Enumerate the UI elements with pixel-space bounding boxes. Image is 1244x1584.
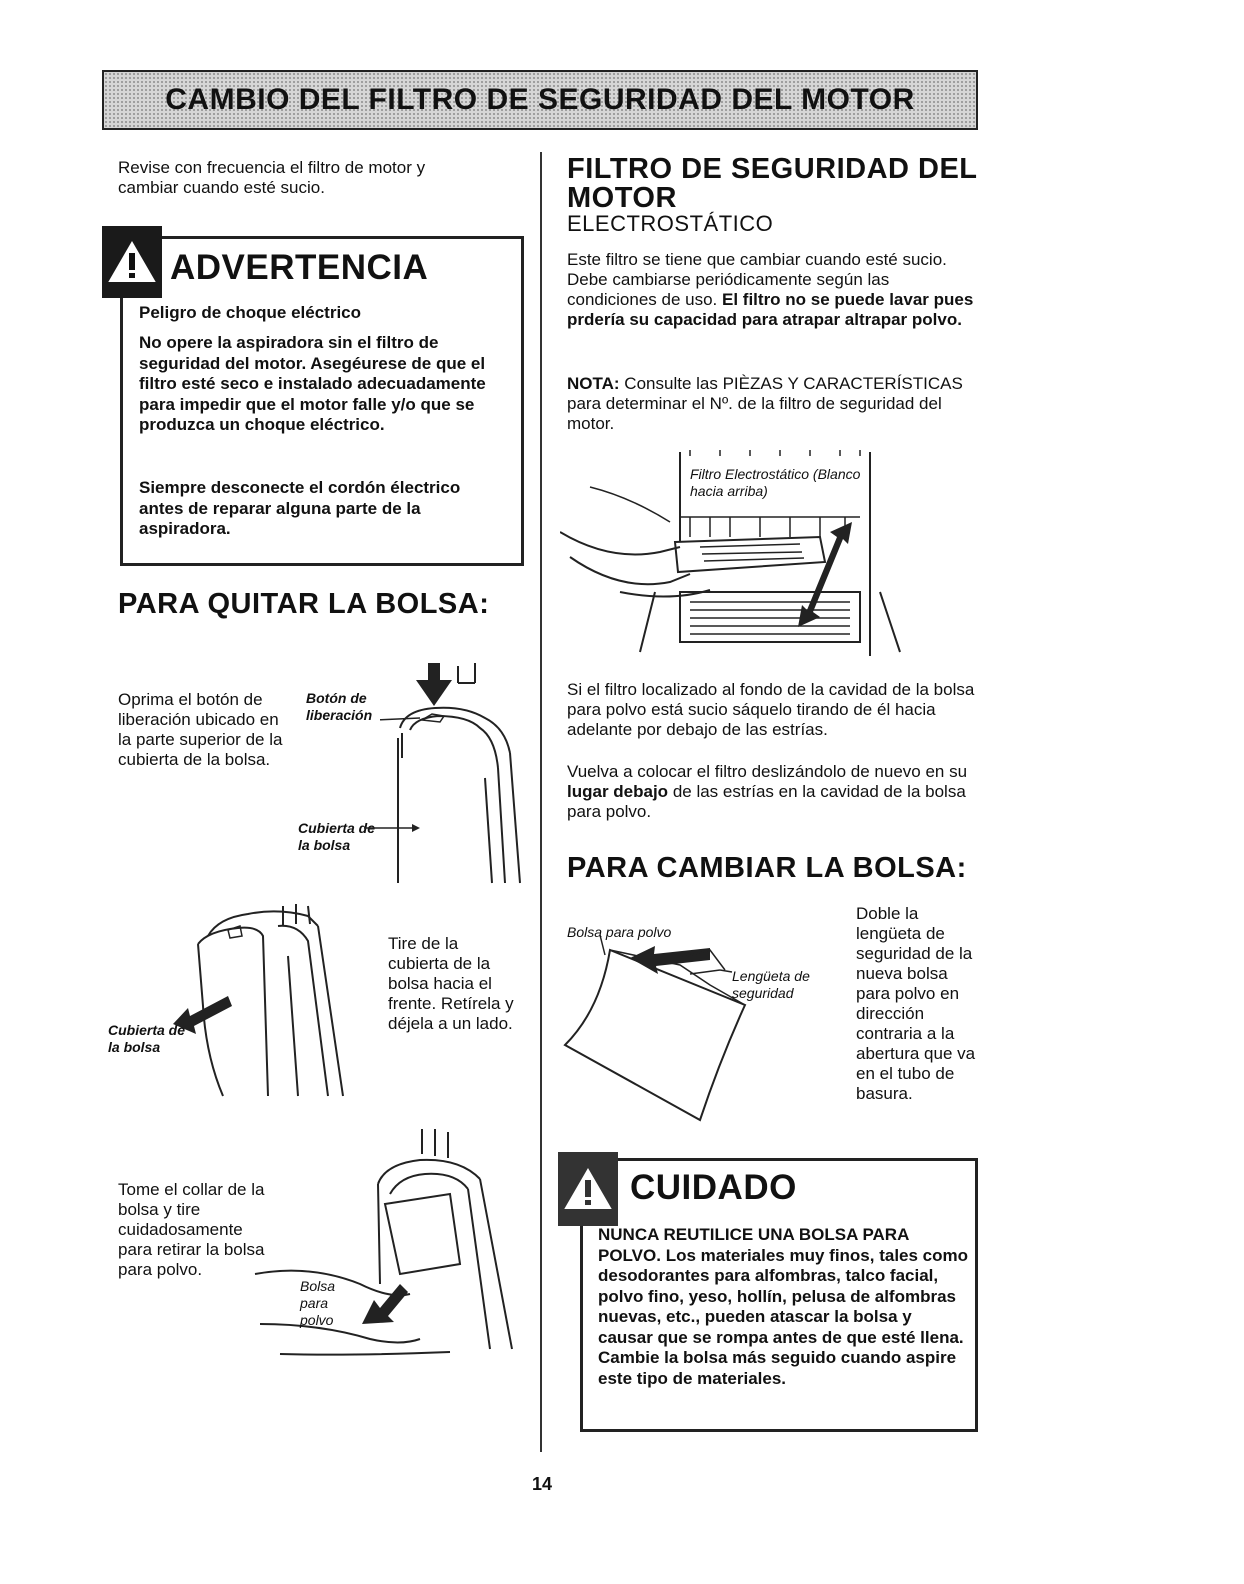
- new-dust-bag-illustration: [560, 930, 850, 1130]
- arrow-pointer-icon: [362, 822, 422, 834]
- label-new-dust-bag: Bolsa para polvo: [567, 924, 672, 940]
- remove-step-3: Tome el collar de la bolsa y tire cuidadosamente para retirar la bolsa para polvo.: [118, 1180, 265, 1279]
- note-label: NOTA:: [567, 374, 620, 393]
- label-bag-cover-2: Cubierta de la bolsa: [108, 1022, 186, 1055]
- remove-step-2: Tire de la cubierta de la bolsa hacia el frente. Retírela y déjela a un lado.: [388, 934, 514, 1033]
- intro-text: Revise con frecuencia el filtro de motor y cambiar cuando esté sucio.: [118, 158, 426, 197]
- label-safety-tab: Lengüeta de seguridad: [732, 968, 810, 1001]
- motor-filter-paragraph-2: Si el filtro localizado al fondo de la cavidad de la bolsa para polvo está sucio sáquelo tirando de él hacia adelante por debajo de las estrías.: [567, 680, 975, 739]
- warning-triangle-icon: [108, 240, 156, 284]
- section-banner: [102, 70, 978, 130]
- motor-filter-paragraph: [567, 250, 977, 330]
- para3-bold: lugar debajo: [567, 782, 669, 801]
- change-bag-text: Doble la lengüeta de seguridad de la nueva bolsa para polvo en dirección contraria a la abertura que va en el tubo de basura.: [856, 904, 976, 1103]
- column-divider: [540, 152, 542, 1452]
- motor-filter-subheading: ELECTROSTÁTICO: [567, 211, 774, 236]
- label-dust-bag: Bolsa para polvo: [300, 1278, 336, 1328]
- filter-figure-label: Filtro Electrostático (Blanco hacia arriba): [690, 466, 861, 499]
- warning-subtitle: Peligro de choque eléctrico: [139, 303, 362, 322]
- motor-filter-bold-text: El filtro no se puede lavar pues prdería su capacidad para atrapar altrapar polvo.: [567, 290, 974, 329]
- pull-cover-illustration: [168, 896, 368, 1106]
- note-text: Consulte las PIÈZAS Y CARACTERÍSTICAS para determinar el Nº. de la filtro de seguridad del motor.: [567, 374, 963, 433]
- remove-dust-bag-illustration: [250, 1124, 530, 1359]
- caution-text: NUNCA REUTILICE UNA BOLSA PARA POLVO. Los materiales muy finos, tales como desodorantes para alfombras, talco facial, polvo fino, yeso, hollín, pelusa de alfombras nuevas, etc., pueden atascar la bolsa y causar que se rompa antes de que esté llena. Cambie la bolsa más seguido cuando aspire este tipo de materiales.: [598, 1225, 969, 1388]
- warning-title: ADVERTENCIA: [170, 248, 429, 287]
- release-button-illustration: [380, 658, 525, 888]
- warning-tab: [102, 226, 162, 298]
- motor-filter-paragraph-3: [567, 762, 982, 822]
- para3-text-a: Vuelva a colocar el filtro deslizándolo de nuevo en su: [567, 762, 968, 781]
- motor-filter-note: [567, 374, 979, 434]
- motor-filter-text: Este filtro se tiene que cambiar cuando esté sucio. Debe cambiarse periódicamente según las condiciones de uso.: [567, 250, 947, 309]
- banner-title: CAMBIO DEL FILTRO DE SEGURIDAD DEL MOTOR: [165, 83, 915, 116]
- caution-tab: [558, 1152, 618, 1226]
- warning-paragraph-1: No opere la aspiradora sin el filtro de seguridad del motor. Asegéurese de que el filtro esté seco e instalado adecuadamente para impedir que el motor falle y/o que se produzca un choque eléctrico.: [139, 333, 486, 434]
- label-bag-cover: Cubierta de la bolsa: [298, 820, 376, 853]
- warning-paragraph-2: Siempre desconecte el cordón électrico antes de reparar alguna parte de la aspiradora.: [139, 478, 461, 538]
- caution-triangle-icon: [564, 1167, 612, 1211]
- para3-text-b: de las estrías en la cavidad de la bolsa para polvo.: [567, 782, 966, 821]
- page-number: 14: [532, 1474, 553, 1494]
- label-release-button: Botón de liberación: [306, 690, 373, 723]
- remove-step-1: Oprima el botón de liberación ubicado en la parte superior de la cubierta de la bolsa.: [118, 690, 283, 769]
- motor-filter-heading: FILTRO DE SEGURIDAD DEL MOTOR: [567, 153, 977, 214]
- change-bag-heading: PARA CAMBIAR LA BOLSA:: [567, 852, 967, 884]
- caution-title: CUIDADO: [630, 1168, 797, 1207]
- remove-bag-heading: PARA QUITAR LA BOLSA:: [118, 588, 490, 620]
